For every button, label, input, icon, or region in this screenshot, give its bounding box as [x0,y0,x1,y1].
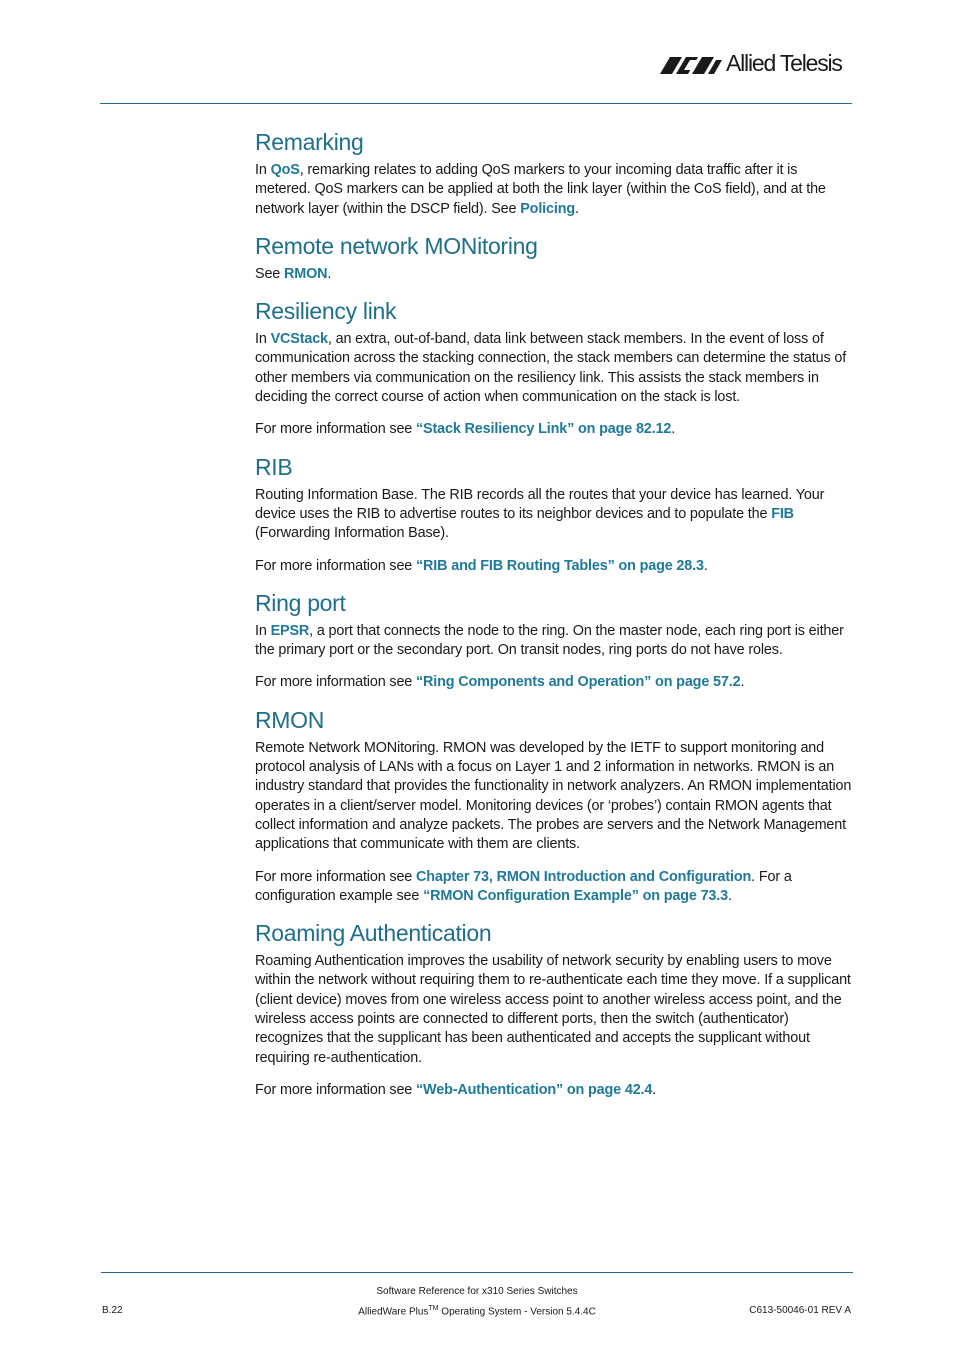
text-run: For more information see [255,421,417,438]
entry-definition [255,622,855,661]
cross-reference-link[interactable]: Chapter 73, RMON Introduction and Configuration [416,868,752,885]
entry-definition [255,952,855,1068]
text-run: . For a configuration example see [255,868,792,904]
cross-reference-link[interactable]: EPSR [270,622,310,639]
logo-mark-icon [660,54,724,74]
glossary-entry [255,232,855,284]
cross-reference-link[interactable]: “RIB and FIB Routing Tables” on page 28.3 [416,557,704,574]
cross-reference-link[interactable]: QoS [270,162,300,178]
cross-reference-link[interactable]: RMON [284,265,328,282]
entry-heading: RIB [255,453,293,480]
glossary-entry [255,919,855,1100]
text-run: Remote Network MONitoring. RMON was developed by the IETF to support monitoring and protocol analysis of LANs with a focus on Layer 1 and 2 information in networks. RMON is an industry standard that provides the functionality in network analyzers. An RMON implementation operates in a client/server model. Monitoring devices (or ‘probes’) contain RMON agents that collect information and analyze packets. The probes are servers and the Network Management applications that communicate with them are clients. [255,739,852,853]
text-run: , a port that connects the node to the ring. On the master node, each ring port is either the primary port or the secondary port. On transit nodes, ring ports do not have roles. [255,622,844,659]
text-run: Routing Information Base. The RIB records all the routes that your device has learned. Your device uses the RIB to advertise routes to its neighbor devices and to populate the [255,486,825,522]
glossary-content [255,128,855,1100]
allied-telesis-logo [660,50,855,80]
entry-definition [255,330,855,407]
text-run: , remarking relates to adding QoS markers to your incoming data traffic after it is metered. QoS markers can be applied at both the link layer (within the CoS field), and at the network layer (within the DSCP field). See [255,162,826,217]
footer-os-version: AlliedWare Plus™ Operating System - Version 5.4.4C [358,1305,596,1318]
text-run: (Forwarding Information Base). [255,525,449,542]
text-run: For more information see [255,557,417,574]
text-run: . [727,887,732,904]
more-info-paragraph [255,868,855,907]
entry-heading: RMON [255,706,325,733]
text-run: . [740,674,745,691]
text-run: For more information see [255,674,417,691]
glossary-entry [255,297,855,439]
entry-definition [255,265,855,284]
cross-reference-link[interactable]: VCStack [270,331,328,348]
header-divider [100,103,852,104]
cross-reference-link[interactable]: Policing [520,200,576,217]
entry-heading: Resiliency link [255,298,397,325]
text-run: In [255,162,271,178]
document-id: C613-50046-01 REV A [749,1305,851,1316]
cross-reference-link[interactable]: “RMON Configuration Example” on page 73.3 [423,887,728,904]
more-info-paragraph [255,673,855,692]
glossary-entry [255,706,855,906]
page-number: B.22 [102,1305,123,1316]
entry-definition [255,739,855,855]
text-run: Roaming Authentication improves the usability of network security by enabling users to move within the network without requiring them to re-authenticate each time they move. If a supplicant (client device) moves from one wireless access point to another wireless access point, and the wireless access points are connected to different ports, then the switch (authenticator) recognizes that the supplicant has been authenticated and accepts the supplicant without requiring re-authentication. [255,953,851,1066]
entry-heading: Remarking [255,129,364,155]
brand-name: Allied Telesis [726,50,842,76]
glossary-entry [255,128,855,219]
more-info-paragraph [255,1081,855,1100]
entry-heading: Remote network MONitoring [255,232,538,259]
entry-definition [255,161,855,219]
text-run: . [703,557,708,574]
text-run: See [255,265,285,282]
glossary-entry [255,453,855,576]
glossary-entry [255,589,855,693]
footer-divider [101,1272,853,1273]
footer-title: Software Reference for x310 Series Switches [376,1286,578,1297]
text-run: In [255,331,271,348]
text-run: . [671,421,676,438]
entry-heading: Roaming Authentication [255,920,492,947]
text-run: . [327,265,332,282]
cross-reference-link[interactable]: “Web-Authentication” on page 42.4 [416,1081,653,1098]
cross-reference-link[interactable]: “Stack Resiliency Link” on page 82.12 [416,421,672,438]
more-info-paragraph [255,557,855,576]
text-run: . [575,200,579,217]
text-run: , an extra, out-of-band, data link between stack members. In the event of loss of communication across the stacking connection, the stack members can determine the status of other members via communication on the resiliency link. This assists the stack members in deciding the correct course of action when communication on the stack is lost. [255,331,847,406]
entry-heading: Ring port [255,589,346,616]
text-run: For more information see [255,1081,417,1098]
cross-reference-link[interactable]: FIB [771,505,794,522]
cross-reference-link[interactable]: “Ring Components and Operation” on page 57.2 [416,674,741,691]
entry-definition [255,486,855,544]
text-run: For more information see [255,868,417,885]
more-info-paragraph [255,420,855,439]
text-run: . [652,1081,657,1098]
text-run: In [255,622,271,639]
